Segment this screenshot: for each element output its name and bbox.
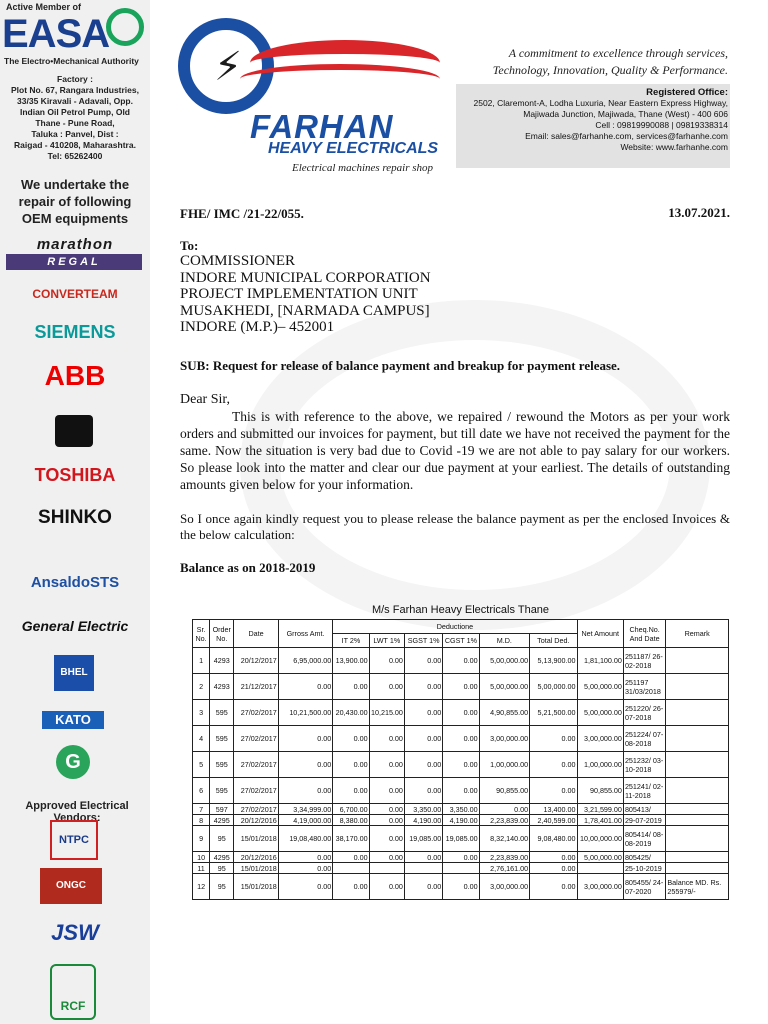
salutation: Dear Sir, bbox=[180, 392, 230, 407]
cell-cgst: 0.00 bbox=[443, 648, 479, 674]
cell-total: 0.00 bbox=[530, 874, 577, 900]
cell-gross: 0.00 bbox=[278, 752, 333, 778]
cell-md: 3,00,000.00 bbox=[479, 726, 529, 752]
cell-cheq: 805413/ bbox=[623, 804, 665, 815]
cell-it: 6,700.00 bbox=[333, 804, 369, 815]
cell-cheq: 25-10-2019 bbox=[623, 863, 665, 874]
table-row bbox=[193, 874, 729, 900]
cell-cgst: 0.00 bbox=[443, 874, 479, 900]
fuji-electric-icon bbox=[55, 415, 93, 447]
company-motto: A commitment to excellence through services, Technology, Innovation, Quality & Performance. bbox=[492, 46, 728, 77]
cell-cheq: 251224/ 07-08-2018 bbox=[623, 726, 665, 752]
cell-total: 0.00 bbox=[530, 863, 577, 874]
cell-sr: 11 bbox=[193, 863, 210, 874]
registered-office-phone: Cell : 09819990088 | 09819338314 bbox=[595, 120, 728, 130]
cell-sr: 2 bbox=[193, 674, 210, 700]
subject-line: SUB: Request for release of balance payment and breakup for payment release. bbox=[180, 358, 621, 373]
cell-sgst bbox=[404, 863, 442, 874]
cell-lwt: 10,215.00 bbox=[369, 700, 404, 726]
cell-net: 1,78,401.00 bbox=[577, 815, 623, 826]
table-row bbox=[193, 700, 729, 726]
cell-net: 10,00,000.00 bbox=[577, 826, 623, 852]
lightning-bolt-icon: ⚡ bbox=[214, 44, 243, 90]
payment-table-grid bbox=[192, 619, 729, 900]
cell-cgst: 0.00 bbox=[443, 852, 479, 863]
g-logo-icon: G bbox=[56, 745, 90, 779]
table-row bbox=[193, 852, 729, 863]
cell-date: 20/12/2016 bbox=[234, 852, 278, 863]
cell-sr: 4 bbox=[193, 726, 210, 752]
cell-total: 2,40,599.00 bbox=[530, 815, 577, 826]
easa-logo: EASA bbox=[2, 12, 110, 56]
address-line: INDORE MUNICIPAL CORPORATION bbox=[180, 269, 431, 286]
cell-order: 597 bbox=[210, 804, 234, 815]
cell-date: 15/01/2018 bbox=[234, 874, 278, 900]
cell-cheq: 251220/ 26-07-2018 bbox=[623, 700, 665, 726]
cell-remark bbox=[666, 726, 729, 752]
cell-remark bbox=[666, 863, 729, 874]
registered-office-line: Majiwada Junction, Majiwada, Thane (West) - 400 606 bbox=[523, 109, 728, 119]
cell-total: 0.00 bbox=[530, 778, 577, 804]
cell-cgst: 4,190.00 bbox=[443, 815, 479, 826]
company-tagline: Electrical machines repair shop bbox=[292, 162, 434, 174]
cell-date: 20/12/2016 bbox=[234, 815, 278, 826]
cell-lwt: 0.00 bbox=[369, 726, 404, 752]
cell-order: 595 bbox=[210, 726, 234, 752]
cell-it: 8,380.00 bbox=[333, 815, 369, 826]
recipient-address bbox=[180, 253, 730, 336]
address-line: COMMISSIONER bbox=[180, 253, 296, 269]
cell-it: 0.00 bbox=[333, 874, 369, 900]
header-sr: Sr. No. bbox=[193, 620, 210, 648]
cell-sgst: 0.00 bbox=[404, 874, 442, 900]
cell-md: 5,00,000.00 bbox=[479, 648, 529, 674]
cell-date: 20/12/2017 bbox=[234, 648, 278, 674]
cell-date: 27/02/2017 bbox=[234, 804, 278, 815]
oem-heading: We undertake the repair of following OEM equipments bbox=[18, 177, 132, 226]
cell-remark bbox=[666, 815, 729, 826]
ongc-logo: ONGC bbox=[40, 868, 102, 904]
cell-sgst: 0.00 bbox=[404, 700, 442, 726]
cell-it: 13,900.00 bbox=[333, 648, 369, 674]
header-cheq: Cheq.No. And Date bbox=[623, 620, 665, 648]
cell-lwt: 0.00 bbox=[369, 648, 404, 674]
cell-it: 0.00 bbox=[333, 852, 369, 863]
cell-it: 0.00 bbox=[333, 778, 369, 804]
address-line: INDORE (M.P.)– 452001 bbox=[180, 319, 335, 335]
cell-gross: 0.00 bbox=[278, 778, 333, 804]
payment-table-body bbox=[193, 648, 729, 900]
cell-cheq: 251232/ 03-10-2018 bbox=[623, 752, 665, 778]
cell-md: 1,00,000.00 bbox=[479, 752, 529, 778]
address-line: PROJECT IMPLEMENTATION UNIT bbox=[180, 286, 418, 302]
table-row bbox=[193, 648, 729, 674]
cell-total: 0.00 bbox=[530, 726, 577, 752]
easa-member-label: Active Member of bbox=[6, 2, 82, 12]
cell-gross: 6,95,000.00 bbox=[278, 648, 333, 674]
cell-net: 90,855.00 bbox=[577, 778, 623, 804]
cell-lwt bbox=[369, 863, 404, 874]
cell-net: 5,00,000.00 bbox=[577, 700, 623, 726]
jsw-logo: JSW bbox=[51, 920, 99, 945]
cell-sr: 10 bbox=[193, 852, 210, 863]
cell-order: 4295 bbox=[210, 815, 234, 826]
cell-sr: 3 bbox=[193, 700, 210, 726]
cell-order: 595 bbox=[210, 700, 234, 726]
cell-sr: 6 bbox=[193, 778, 210, 804]
cell-total: 0.00 bbox=[530, 852, 577, 863]
cell-cheq: 251187/ 26-02-2018 bbox=[623, 648, 665, 674]
ntpc-logo: NTPC bbox=[50, 820, 98, 860]
cell-it: 38,170.00 bbox=[333, 826, 369, 852]
cell-sgst: 0.00 bbox=[404, 726, 442, 752]
cell-cgst: 19,085.00 bbox=[443, 826, 479, 852]
cell-lwt: 0.00 bbox=[369, 826, 404, 852]
cell-it: 20,430.00 bbox=[333, 700, 369, 726]
cell-it: 0.00 bbox=[333, 752, 369, 778]
table-row bbox=[193, 726, 729, 752]
cell-order: 4293 bbox=[210, 648, 234, 674]
sidebar bbox=[0, 0, 150, 1024]
cell-remark bbox=[666, 648, 729, 674]
table-row bbox=[193, 815, 729, 826]
cell-date: 27/02/2017 bbox=[234, 778, 278, 804]
cell-order: 4293 bbox=[210, 674, 234, 700]
header-date: Date bbox=[234, 620, 278, 648]
cell-lwt: 0.00 bbox=[369, 674, 404, 700]
cell-net: 5,00,000.00 bbox=[577, 852, 623, 863]
easa-tagline: The Electro•Mechanical Authority bbox=[4, 56, 139, 66]
cell-cheq: 251241/ 02-11-2018 bbox=[623, 778, 665, 804]
cell-order: 95 bbox=[210, 863, 234, 874]
registered-office-website: Website: www.farhanhe.com bbox=[620, 142, 728, 152]
header-md: M.D. bbox=[479, 634, 529, 648]
cell-cheq: 805425/ bbox=[623, 852, 665, 863]
converteam-logo: CONVERTEAM bbox=[32, 287, 118, 301]
cell-cheq: 805455/ 24-07-2020 bbox=[623, 874, 665, 900]
header-deductions: Deductione bbox=[333, 620, 577, 634]
cell-cgst: 0.00 bbox=[443, 752, 479, 778]
siemens-logo: SIEMENS bbox=[34, 322, 116, 342]
table-row bbox=[193, 778, 729, 804]
cell-cheq: 251197 31/03/2018 bbox=[623, 674, 665, 700]
rcf-logo: RCF bbox=[50, 964, 96, 1020]
cell-sr: 1 bbox=[193, 648, 210, 674]
cell-it: 0.00 bbox=[333, 726, 369, 752]
cell-lwt: 0.00 bbox=[369, 874, 404, 900]
cell-sr: 5 bbox=[193, 752, 210, 778]
cell-gross: 10,21,500.00 bbox=[278, 700, 333, 726]
marathon-logo: marathon bbox=[36, 236, 114, 253]
header-net: Net Amount bbox=[577, 620, 623, 648]
cell-date: 27/02/2017 bbox=[234, 752, 278, 778]
cell-total: 9,08,480.00 bbox=[530, 826, 577, 852]
table-row bbox=[193, 804, 729, 815]
general-electric-logo: General Electric bbox=[21, 618, 129, 634]
cell-md: 2,76,161.00 bbox=[479, 863, 529, 874]
cell-cgst: 0.00 bbox=[443, 778, 479, 804]
shinko-logo: SHINKO bbox=[38, 507, 112, 528]
table-title: M/s Farhan Heavy Electricals Thane bbox=[371, 604, 550, 616]
table-row bbox=[193, 752, 729, 778]
abb-logo: ABB bbox=[44, 360, 106, 391]
cell-date: 21/12/2017 bbox=[234, 674, 278, 700]
cell-cgst bbox=[443, 863, 479, 874]
header-gross: Grross Amt. bbox=[278, 620, 333, 648]
cell-sgst: 19,085.00 bbox=[404, 826, 442, 852]
cell-cgst: 0.00 bbox=[443, 726, 479, 752]
cell-remark bbox=[666, 804, 729, 815]
kato-logo: KATO bbox=[42, 711, 104, 729]
table-row bbox=[193, 863, 729, 874]
cell-cgst: 0.00 bbox=[443, 700, 479, 726]
cell-order: 95 bbox=[210, 874, 234, 900]
cell-date: 15/01/2018 bbox=[234, 826, 278, 852]
cell-order: 595 bbox=[210, 752, 234, 778]
cell-md: 3,00,000.00 bbox=[479, 874, 529, 900]
header-lwt: LWT 1% bbox=[369, 634, 404, 648]
cell-it: 0.00 bbox=[333, 674, 369, 700]
payment-table bbox=[192, 619, 729, 900]
cell-sgst: 0.00 bbox=[404, 752, 442, 778]
address-line: MUSAKHEDI, [NARMADA CAMPUS] bbox=[180, 302, 430, 319]
cell-remark: Balance MD. Rs. 255979/- bbox=[666, 874, 729, 900]
table-row bbox=[193, 826, 729, 852]
cell-lwt: 0.00 bbox=[369, 852, 404, 863]
cell-date: 27/02/2017 bbox=[234, 726, 278, 752]
registered-office-title: Registered Office: bbox=[646, 87, 728, 98]
easa-globe-icon bbox=[106, 8, 144, 46]
header-it: IT 2% bbox=[333, 634, 369, 648]
company-subtitle: HEAVY ELECTRICALS bbox=[268, 140, 439, 157]
cell-cgst: 3,350.00 bbox=[443, 804, 479, 815]
vendors-heading: Approved Electrical Vendors: bbox=[25, 800, 129, 824]
header-sgst: SGST 1% bbox=[404, 634, 442, 648]
cell-md: 2,23,839.00 bbox=[479, 852, 529, 863]
cell-gross: 0.00 bbox=[278, 863, 333, 874]
cell-cheq: 29-07-2019 bbox=[623, 815, 665, 826]
cell-gross: 3,34,999.00 bbox=[278, 804, 333, 815]
cell-sgst: 0.00 bbox=[404, 674, 442, 700]
cell-md: 8,32,140.00 bbox=[479, 826, 529, 852]
cell-gross: 0.00 bbox=[278, 852, 333, 863]
cell-lwt: 0.00 bbox=[369, 778, 404, 804]
reference-number: FHE/ IMC /21-22/055. bbox=[180, 206, 304, 221]
cell-gross: 4,19,000.00 bbox=[278, 815, 333, 826]
bhel-logo: BHEL bbox=[54, 655, 94, 691]
cell-md: 90,855.00 bbox=[479, 778, 529, 804]
cell-sgst: 4,190.00 bbox=[404, 815, 442, 826]
cell-net: 3,21,599.00 bbox=[577, 804, 623, 815]
cell-net: 1,81,100.00 bbox=[577, 648, 623, 674]
cell-order: 95 bbox=[210, 826, 234, 852]
cell-net: 3,00,000.00 bbox=[577, 874, 623, 900]
registered-office-box bbox=[456, 84, 730, 168]
header-cgst: CGST 1% bbox=[443, 634, 479, 648]
balance-heading: Balance as on 2018-2019 bbox=[180, 560, 316, 575]
cell-gross: 0.00 bbox=[278, 726, 333, 752]
cell-remark bbox=[666, 700, 729, 726]
cell-sgst: 0.00 bbox=[404, 648, 442, 674]
cell-total: 5,21,500.00 bbox=[530, 700, 577, 726]
cell-cgst: 0.00 bbox=[443, 674, 479, 700]
cell-remark bbox=[666, 778, 729, 804]
cell-lwt: 0.00 bbox=[369, 752, 404, 778]
swoosh-graphic-lower bbox=[240, 64, 440, 94]
cell-date: 15/01/2018 bbox=[234, 863, 278, 874]
cell-sr: 7 bbox=[193, 804, 210, 815]
toshiba-logo: TOSHIBA bbox=[34, 465, 116, 485]
cell-sr: 12 bbox=[193, 874, 210, 900]
cell-md: 5,00,000.00 bbox=[479, 674, 529, 700]
header-remark: Remark bbox=[666, 620, 729, 648]
cell-remark bbox=[666, 674, 729, 700]
cell-order: 4295 bbox=[210, 852, 234, 863]
ansaldo-logo: AnsaldoSTS bbox=[30, 574, 120, 591]
cell-sgst: 3,350.00 bbox=[404, 804, 442, 815]
cell-sgst: 0.00 bbox=[404, 852, 442, 863]
company-name: FARHAN bbox=[250, 108, 394, 145]
cell-md: 2,23,839.00 bbox=[479, 815, 529, 826]
cell-total: 5,00,000.00 bbox=[530, 674, 577, 700]
cell-net: 1,00,000.00 bbox=[577, 752, 623, 778]
cell-md: 4,90,855.00 bbox=[479, 700, 529, 726]
cell-total: 5,13,900.00 bbox=[530, 648, 577, 674]
cell-sr: 9 bbox=[193, 826, 210, 852]
cell-gross: 0.00 bbox=[278, 674, 333, 700]
cell-date: 27/02/2017 bbox=[234, 700, 278, 726]
cell-total: 0.00 bbox=[530, 752, 577, 778]
cell-total: 13,400.00 bbox=[530, 804, 577, 815]
factory-address: Factory : Plot No. 67, Rangara Industries, 33/35 Kiravali - Adavali, Opp. Indian Oil Petrol Pump, Old Thane - Pune Road, Taluka : Panvel, Dist : Raigad - 410208, Maharashtra. Tel: 65262400 bbox=[10, 74, 139, 161]
registered-office-email: Email: sales@farhanhe.com, services@farhanhe.com bbox=[525, 131, 728, 141]
cell-it bbox=[333, 863, 369, 874]
registered-office-line: 2502, Claremont-A, Lodha Luxuria, Near Eastern Express Highway, bbox=[473, 98, 728, 108]
cell-gross: 0.00 bbox=[278, 874, 333, 900]
regal-logo: REGAL bbox=[6, 254, 142, 270]
cell-order: 595 bbox=[210, 778, 234, 804]
cell-net: 5,00,000.00 bbox=[577, 674, 623, 700]
header-order: Order No. bbox=[210, 620, 234, 648]
letter-date: 13.07.2021. bbox=[668, 205, 730, 220]
request-paragraph: So I once again kindly request you to please release the balance payment as per the enclosed Invoices & the below calculation: bbox=[180, 511, 730, 542]
cell-remark bbox=[666, 826, 729, 852]
to-label: To: bbox=[180, 238, 199, 253]
header-total: Total Ded. bbox=[530, 634, 577, 648]
cell-sgst: 0.00 bbox=[404, 778, 442, 804]
cell-net: 3,00,000.00 bbox=[577, 726, 623, 752]
table-row bbox=[193, 674, 729, 700]
cell-remark bbox=[666, 752, 729, 778]
cell-cheq: 805414/ 08-08-2019 bbox=[623, 826, 665, 852]
body-paragraph: This is with reference to the above, we repaired / rewound the Motors as per your work orders and submitted our invoices for payment, but till date we have not received the payment for the same. Now the situation is very bad due to Covid -19 we are not able to pay salary for our workers. So please look into the matter and clear our due payment at your earliest. The details of outstanding amounts given below for your information. bbox=[180, 409, 730, 492]
cell-lwt: 0.00 bbox=[369, 815, 404, 826]
cell-sr: 8 bbox=[193, 815, 210, 826]
cell-net bbox=[577, 863, 623, 874]
cell-md: 0.00 bbox=[479, 804, 529, 815]
cell-remark bbox=[666, 852, 729, 863]
cell-gross: 19,08,480.00 bbox=[278, 826, 333, 852]
cell-lwt: 0.00 bbox=[369, 804, 404, 815]
